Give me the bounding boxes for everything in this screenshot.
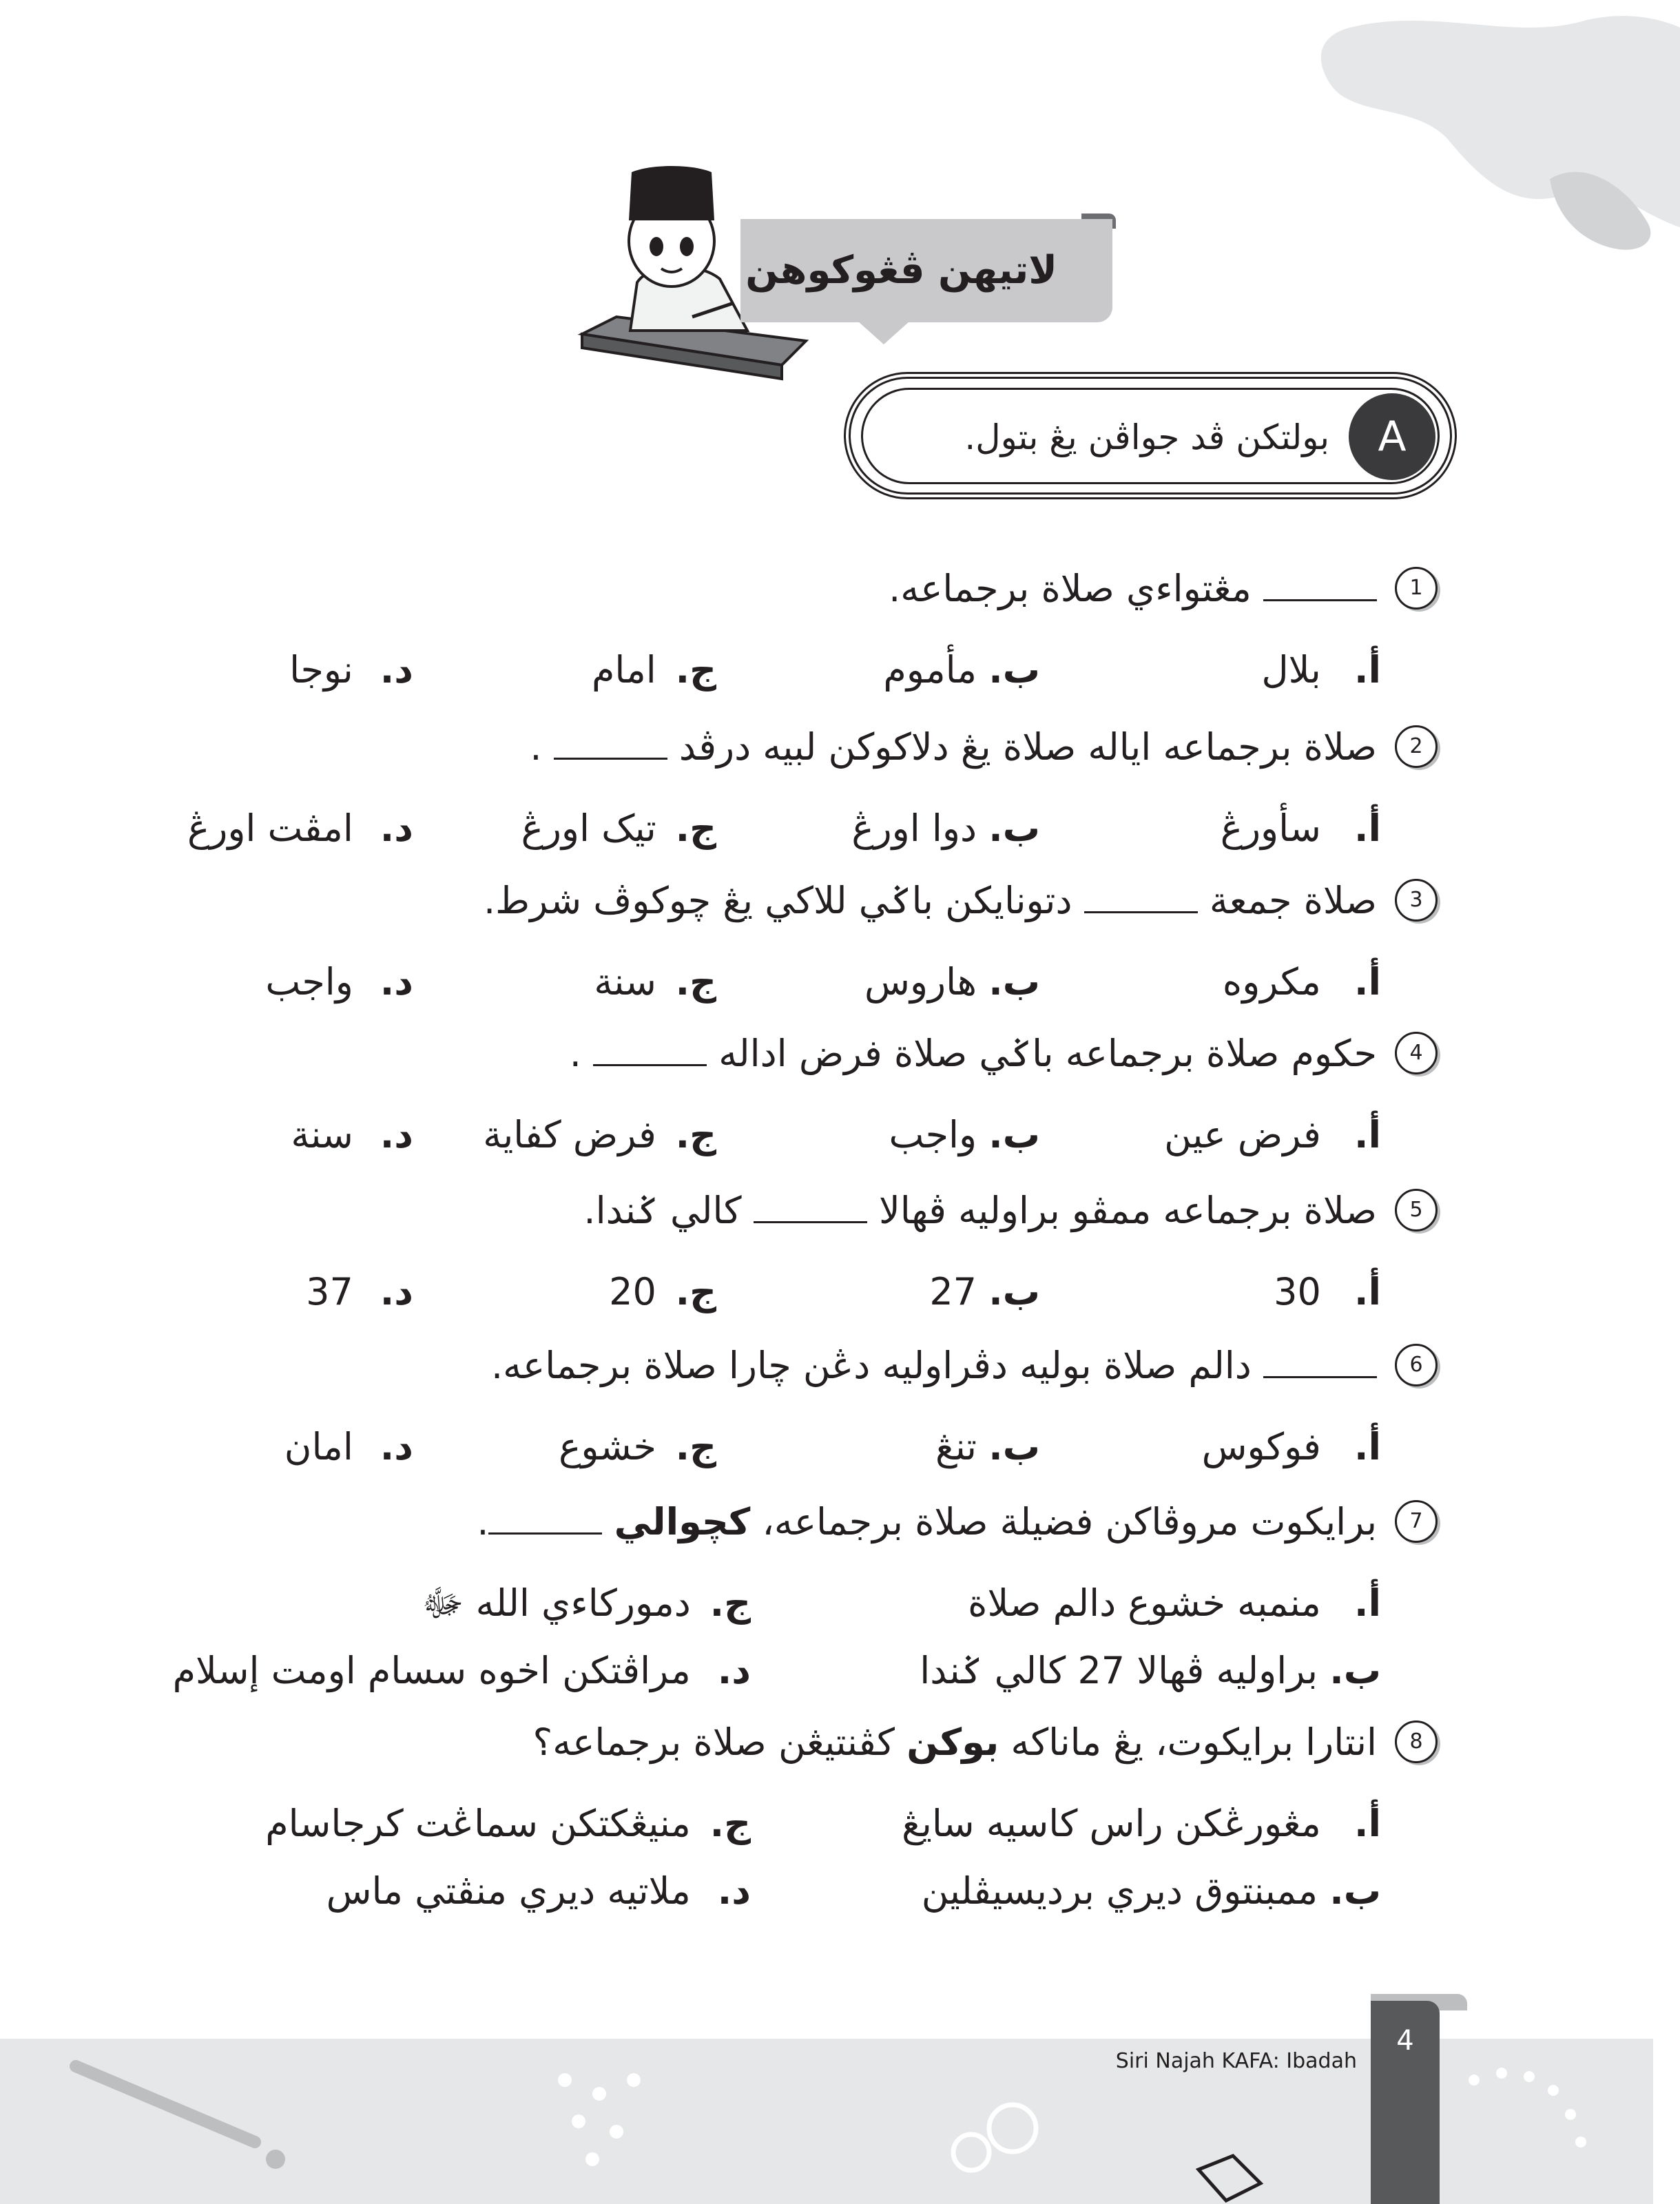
option-text: مراڤتکن اخوه سسام اومت إسلام: [172, 1649, 691, 1692]
option-label: د.: [717, 1649, 751, 1692]
page-number: 4: [1396, 2025, 1414, 2057]
option-text: سأورڠ: [1220, 807, 1321, 850]
option-text: منمبه خشوع دالم صلاة: [968, 1581, 1321, 1625]
page-title: لاتيهن ڤڠوکوهن: [745, 248, 1057, 293]
question-number: 3: [1395, 879, 1438, 922]
answer-option[interactable]: [131, 1643, 751, 1698]
option-text: 27: [929, 1270, 977, 1313]
option-text: سنة: [594, 960, 656, 1004]
option-text: هاروس: [864, 960, 977, 1004]
answer-blank: [593, 1037, 707, 1066]
option-label: ب.: [988, 1425, 1040, 1468]
option-text: واجب: [889, 1113, 977, 1156]
question-text: [275, 1026, 1377, 1081]
question-number: 2: [1395, 725, 1438, 768]
question-number: 4: [1395, 1032, 1438, 1074]
question-number: 7: [1395, 1500, 1438, 1543]
option-label: د.: [380, 648, 413, 692]
series-title: Siri Najah KAFA: Ibadah: [1115, 2049, 1357, 2073]
question-text-part: برايکوت مروڤاکن فضيلة صلاة برجماعه،: [762, 1500, 1377, 1543]
question-text-part: حکوم صلاة برجماعه باݢي صلاة فرض اداله: [718, 1032, 1377, 1075]
question-text: [275, 720, 1377, 775]
answer-blank: [1263, 572, 1377, 601]
option-text: مأموم: [883, 648, 977, 692]
question-text: [275, 1183, 1377, 1238]
option-text: مڠورڠکن راس کاسيه سايڠ: [902, 1802, 1321, 1845]
option-text: امان: [284, 1425, 353, 1468]
question-text: [275, 1495, 1377, 1550]
answer-option[interactable]: [0, 1265, 413, 1320]
question-text-part: مڠتواءي صلاة برجماعه.: [889, 567, 1252, 610]
question-text-part: دتونايکن باݢي للاکي يڠ چوکوڤ شرط.: [483, 879, 1072, 922]
option-label: أ.: [1354, 1802, 1381, 1845]
option-label: ج.: [675, 960, 716, 1004]
question-text-part: .: [530, 725, 542, 769]
option-label: ب.: [988, 960, 1040, 1004]
option-text: امام: [592, 648, 656, 692]
option-label: د.: [380, 1113, 413, 1156]
question-text-part: صلاة برجماعه ممڤو براوليه ڤهالا: [879, 1189, 1377, 1232]
question-emphasis: کچوالي: [614, 1500, 751, 1543]
question-text-part: کالي ݢندا.: [583, 1189, 742, 1232]
question-number: 5: [1395, 1189, 1438, 1231]
question-number: 1: [1395, 567, 1438, 610]
option-label: أ.: [1354, 807, 1381, 850]
question-number: 8: [1395, 1720, 1438, 1763]
option-text: ممبنتوق ديري برديسيڤلين: [921, 1869, 1318, 1913]
answer-blank: [1263, 1349, 1377, 1378]
option-label: ج.: [675, 1425, 716, 1468]
option-label: ب.: [988, 1270, 1040, 1313]
option-label: ج.: [709, 1802, 751, 1845]
option-text: تيک اورڠ: [521, 807, 656, 850]
option-label: د.: [717, 1869, 751, 1913]
question-text-part: دالم صلاة بوليه دڤراوليه دڠن چارا صلاة برجماعه.: [490, 1344, 1252, 1387]
option-label: د.: [380, 960, 413, 1004]
banner-pointer: [858, 321, 910, 344]
answer-option[interactable]: [761, 1576, 1381, 1631]
answer-option[interactable]: [761, 1864, 1381, 1919]
answer-option[interactable]: [131, 1864, 751, 1919]
option-text: فوکوس: [1201, 1425, 1321, 1468]
answer-blank: [488, 1505, 602, 1535]
option-label: د.: [380, 1270, 413, 1313]
option-label: أ.: [1354, 648, 1381, 692]
option-label: أ.: [1354, 1581, 1381, 1625]
answer-option[interactable]: [761, 1796, 1381, 1851]
answer-option[interactable]: [0, 955, 413, 1010]
question-emphasis: بوکن: [906, 1720, 999, 1764]
answer-option[interactable]: [0, 1108, 413, 1163]
option-text: فرض کفاية: [483, 1113, 656, 1156]
option-text: تنڠ: [935, 1425, 977, 1468]
option-text: بلال: [1261, 648, 1321, 692]
answer-option[interactable]: [131, 1576, 751, 1631]
question-text-part: صلاة جمعة: [1209, 879, 1377, 922]
option-label: أ.: [1354, 1113, 1381, 1156]
section-badge: A: [1349, 393, 1435, 480]
option-label: ب.: [1329, 1649, 1381, 1692]
question-text: [275, 561, 1377, 616]
option-text: خشوع: [559, 1425, 656, 1468]
option-text: 30: [1274, 1270, 1321, 1313]
option-label: ج.: [675, 1113, 716, 1156]
option-text: ملاتيه ديري منڤتي ماس: [326, 1869, 691, 1913]
answer-blank: [754, 1194, 867, 1223]
option-text: نوجا: [289, 648, 353, 692]
option-text: مکروه: [1222, 960, 1321, 1004]
option-label: أ.: [1354, 1425, 1381, 1468]
question-text-part: .: [477, 1500, 489, 1543]
question-text-part: کڤنتيڠن صلاة برجماعه؟: [532, 1720, 895, 1764]
answer-option[interactable]: [0, 801, 413, 856]
question-text: [275, 1338, 1377, 1393]
answer-option[interactable]: [0, 643, 413, 698]
option-label: د.: [380, 807, 413, 850]
option-label: ج.: [675, 648, 716, 692]
answer-option[interactable]: [0, 1420, 413, 1475]
option-label: ب.: [988, 648, 1040, 692]
question-number: 6: [1395, 1344, 1438, 1386]
option-text: 37: [306, 1270, 353, 1313]
option-label: ب.: [1329, 1869, 1381, 1913]
answer-option[interactable]: [761, 1643, 1381, 1698]
option-text: منيڠکتکن سماڠت کرجاسام: [265, 1802, 691, 1845]
option-label: د.: [380, 1425, 413, 1468]
option-label: ج.: [709, 1581, 751, 1625]
question-text-part: .: [569, 1032, 581, 1075]
answer-blank: [554, 730, 667, 760]
question-text: [275, 873, 1377, 928]
option-text: 20: [609, 1270, 656, 1313]
question-text: [275, 1715, 1377, 1770]
option-label: أ.: [1354, 1270, 1381, 1313]
option-label: ب.: [988, 1113, 1040, 1156]
option-text: امڤت اورڠ: [187, 807, 353, 850]
option-label: أ.: [1354, 960, 1381, 1004]
answer-blank: [1084, 884, 1198, 913]
instruction-text: بولتکن ڤد جواڤن يڠ بتول.: [964, 417, 1329, 457]
option-text: دوا اورڠ: [851, 807, 977, 850]
option-text: براوليه ڤهالا 27 کالي ݢندا: [920, 1649, 1318, 1692]
option-label: ب.: [988, 807, 1040, 850]
option-text: فرض عين: [1164, 1113, 1321, 1156]
option-label: ج.: [675, 807, 716, 850]
option-text: دموركاءي الله ﷻ: [422, 1581, 691, 1625]
question-text-part: انتارا برايکوت، يڠ ماناکه: [1010, 1720, 1377, 1764]
option-text: واجب: [265, 960, 353, 1004]
option-label: ج.: [675, 1270, 716, 1313]
question-text-part: صلاة برجماعه اياله صلاة يڠ دلاکوکن لبيه درڤد: [678, 725, 1377, 769]
option-text: سنة: [291, 1113, 353, 1156]
answer-option[interactable]: [131, 1796, 751, 1851]
